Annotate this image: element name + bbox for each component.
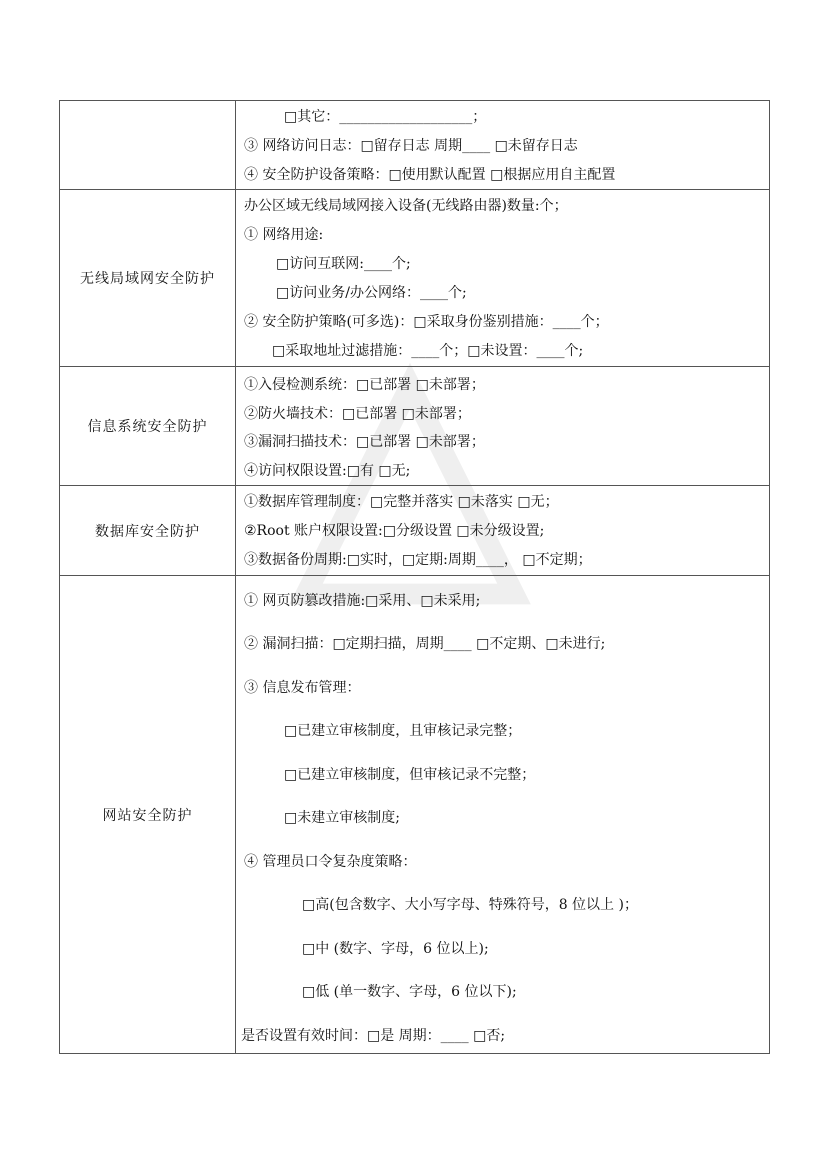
firewall-item[interactable]: ②防火墙技术：□已部署 □未部署； [244,405,471,422]
ids-item[interactable]: ①入侵检测系统：□已部署 □未部署； [244,377,485,394]
row-wlan [60,189,769,366]
row-content [236,486,769,575]
row-content [236,576,769,1053]
row-database [60,485,769,575]
option-audit-complete[interactable]: □已建立审核制度，且审核记录完整； [284,723,522,740]
device-policy-item[interactable]: ④ 安全防护设备策略：□使用默认配置 □根据应用自主配置 [244,166,616,183]
wlan-usage-heading: ① 网络用途: [244,226,324,243]
row-info-system [60,366,769,485]
row-content [236,101,769,189]
option-password-medium[interactable]: □中 (数字、字母，6 位以上); [302,940,489,957]
option-other[interactable]: □其它：___________________； [284,108,487,125]
db-policy-item[interactable]: ①数据库管理制度：□完整并落实 □未落实 □无； [244,493,559,510]
option-no-audit[interactable]: □未建立审核制度; [284,810,400,827]
access-control-item[interactable]: ④访问权限设置:□有 □无; [244,462,411,479]
option-business-network[interactable]: □访问业务/办公网络：____个; [276,284,467,301]
row-label [60,101,236,189]
publish-mgmt-heading: ③ 信息发布管理： [244,679,361,696]
option-audit-incomplete[interactable]: □已建立审核制度，但审核记录不完整； [284,766,536,783]
password-policy-heading: ④ 管理员口令复杂度策略： [244,853,417,870]
root-permission-item[interactable]: ②Root 账户权限设置:□分级设置 □未分级设置; [244,522,545,539]
row-label: 信息系统安全防护 [60,367,236,485]
row-content [236,190,769,366]
row-label: 网站安全防护 [60,576,236,1053]
option-password-high[interactable]: □高(包含数字、大小写字母、特殊符号，8 位以上 )； [302,897,638,914]
security-form-table [59,100,770,1054]
wlan-policy-item[interactable]: ② 安全防护策略(可多选)：□采取身份鉴别措施：____个； [244,313,609,330]
expiry-setting-item[interactable]: 是否设置有效时间：□是 周期：____ □否; [241,1027,506,1044]
option-password-low[interactable]: □低 (单一数字、字母，6 位以下); [302,984,517,1001]
backup-cycle-item[interactable]: ③数据备份周期:□实时，□定期:周期____， □不定期； [244,551,592,568]
option-internet-access[interactable]: □访问互联网:____个; [276,255,411,272]
vuln-scan-item[interactable]: ③漏洞扫描技术：□已部署 □未部署； [244,434,485,451]
wlan-device-count: 办公区域无线局域网接入设备(无线路由器)数量:个； [244,197,568,214]
row-website [60,575,769,1053]
anti-tamper-item[interactable]: ① 网页防篡改措施:□采用、□未采用; [244,592,481,609]
row-label: 无线局域网安全防护 [60,190,236,366]
wlan-policy-options[interactable]: □采取地址过滤措施：____个；□未设置：____个; [272,342,584,359]
network-log-item[interactable]: ③ 网络访问日志：□留存日志 周期____ □未留存日志 [244,137,578,154]
row-content [236,367,769,485]
row-misc [60,101,769,189]
web-vuln-scan-item[interactable]: ② 漏洞扫描：□定期扫描，周期____ □不定期、□未进行; [244,636,606,653]
row-label: 数据库安全防护 [60,486,236,575]
